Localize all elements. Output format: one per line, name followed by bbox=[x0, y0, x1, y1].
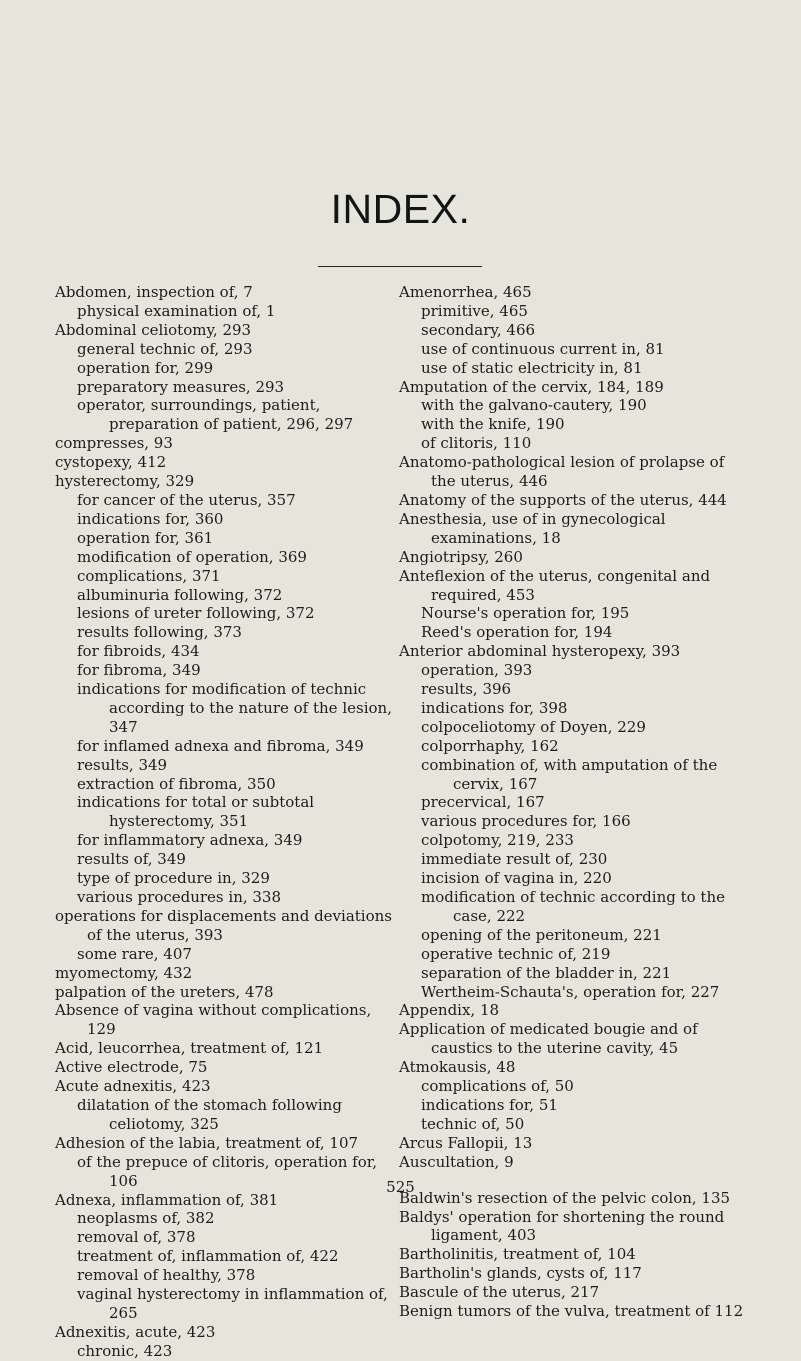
index-subentry: extraction of fibroma, 350 bbox=[77, 774, 276, 793]
index-entry: Auscultation, 9 bbox=[399, 1152, 514, 1171]
index-subentry: operative technic of, 219 bbox=[421, 944, 611, 963]
index-subentry: with the knife, 190 bbox=[421, 415, 565, 434]
index-subentry: modification of operation, 369 bbox=[77, 547, 307, 566]
index-subentry: of clitoris, 110 bbox=[421, 434, 532, 453]
index-entry: Amenorrhea, 465 bbox=[399, 283, 532, 301]
index-subentry: of the prepuce of clitoris, operation for, 106 bbox=[77, 1152, 378, 1190]
index-entry: Anatomy of the supports of the uterus, 444 bbox=[399, 490, 727, 509]
index-subentry: operation, 393 bbox=[421, 661, 533, 680]
index-entry: Bascule of the uterus, 217 bbox=[399, 1283, 600, 1302]
index-subentry: technic of, 50 bbox=[421, 1114, 525, 1133]
title-rule bbox=[318, 266, 482, 267]
index-subentry: for cancer of the uterus, 357 bbox=[77, 490, 296, 509]
index-subentry: preparatory measures, 293 bbox=[77, 377, 285, 396]
index-subentry: precervical, 167 bbox=[421, 793, 545, 812]
index-subentry: primitive, 465 bbox=[421, 301, 528, 320]
index-entry: Application of medicated bougie and of caustics to the uterine cavity, 45 bbox=[399, 1020, 698, 1058]
index-subentry: indications for modification of technic according to the nature of the lesion, 347 bbox=[77, 680, 392, 736]
index-subentry: removal of healthy, 378 bbox=[77, 1266, 256, 1285]
index-entry: Bartholinitis, treatment of, 104 bbox=[399, 1245, 636, 1264]
index-subentry: use of continuous current in, 81 bbox=[421, 339, 665, 358]
index-subentry: modification of technic according to the case, 222 bbox=[421, 888, 725, 925]
index-subentry: colporrhaphy, 162 bbox=[421, 736, 559, 755]
index-entry: Absence of vagina without complications, 129 bbox=[55, 1001, 372, 1039]
index-entry: Acid, leucorrhea, treatment of, 121 bbox=[55, 1039, 324, 1058]
index-subentry: neoplasms of, 382 bbox=[77, 1209, 215, 1228]
index-subentry: indications for, 51 bbox=[421, 1095, 558, 1114]
index-subentry: Wertheim-Schauta's, operation for, 227 bbox=[421, 982, 720, 1001]
index-entry: Active electrode, 75 bbox=[55, 1058, 208, 1077]
index-entry: Abdominal celiotomy, 293 bbox=[55, 320, 252, 339]
index-subentry: complications of, 50 bbox=[421, 1077, 574, 1096]
index-entry: Anteflexion of the uterus, congenital and required, 453 bbox=[399, 566, 711, 604]
index-entry: Anesthesia, use of in gynecological examinations, 18 bbox=[399, 509, 666, 547]
index-subentry: results, 349 bbox=[77, 755, 168, 774]
index-entry: Adhesion of the labia, treatment of, 107 bbox=[55, 1133, 359, 1152]
index-column-right bbox=[399, 283, 749, 1321]
index-subentry: opening of the peritoneum, 221 bbox=[421, 925, 662, 944]
index-entry: compresses, 93 bbox=[55, 434, 173, 453]
index-subentry: incision of vagina in, 220 bbox=[421, 869, 612, 888]
index-entry: hysterectomy, 329 bbox=[55, 472, 195, 491]
index-subentry: combination of, with amputation of the cervix, 167 bbox=[421, 755, 718, 793]
index-entry: palpation of the ureters, 478 bbox=[55, 982, 274, 1001]
index-subentry: results, 396 bbox=[421, 680, 512, 699]
index-subentry: type of procedure in, 329 bbox=[77, 869, 270, 888]
index-subentry: albuminuria following, 372 bbox=[77, 585, 283, 604]
index-subentry: chronic, 423 bbox=[77, 1341, 173, 1360]
index-subentry: colpoceliotomy of Doyen, 229 bbox=[421, 717, 646, 736]
page-number: 525 bbox=[386, 1178, 415, 1196]
index-entry: Amputation of the cervix, 184, 189 bbox=[399, 377, 664, 396]
index-column-left bbox=[55, 283, 401, 1361]
index-subentry: dilatation of the stomach following celiotomy, 325 bbox=[77, 1095, 342, 1133]
index-entry: Appendix, 18 bbox=[399, 1001, 500, 1020]
index-subentry: treatment of, inflammation of, 422 bbox=[77, 1247, 339, 1266]
index-subentry: various procedures in, 338 bbox=[77, 888, 282, 906]
index-subentry: complications, 371 bbox=[77, 566, 221, 585]
index-subentry: for inflammatory adnexa, 349 bbox=[77, 831, 303, 850]
index-subentry: with the galvano-cautery, 190 bbox=[421, 396, 647, 415]
index-entry: cystopexy, 412 bbox=[55, 453, 167, 472]
index-subentry: operation for, 361 bbox=[77, 528, 214, 547]
index-entry: Acute adnexitis, 423 bbox=[55, 1077, 211, 1096]
index-subentry: operation for, 299 bbox=[77, 358, 214, 377]
index-subentry: results following, 373 bbox=[77, 623, 242, 642]
index-subentry: separation of the bladder in, 221 bbox=[421, 963, 672, 982]
index-subentry: use of static electricity in, 81 bbox=[421, 358, 643, 377]
index-subentry: removal of, 378 bbox=[77, 1228, 196, 1247]
index-entry: Anterior abdominal hysteropexy, 393 bbox=[399, 642, 681, 661]
index-subentry: some rare, 407 bbox=[77, 944, 192, 963]
index-entry: Angiotripsy, 260 bbox=[399, 547, 523, 566]
index-subentry: indications for total or subtotal hysterectomy, 351 bbox=[77, 793, 315, 831]
index-entry: Adnexitis, acute, 423 bbox=[55, 1322, 216, 1341]
index-entry: Atmokausis, 48 bbox=[399, 1058, 516, 1077]
index-subentry: indications for, 398 bbox=[421, 698, 568, 717]
index-entry: Abdomen, inspection of, 7 bbox=[55, 283, 253, 301]
index-entry: myomectomy, 432 bbox=[55, 963, 193, 982]
index-entry: operations for displacements and deviations of the uterus, 393 bbox=[55, 906, 392, 944]
index-entry: Benign tumors of the vulva, treatment of 112 bbox=[399, 1302, 744, 1321]
index-subentry: general technic of, 293 bbox=[77, 339, 253, 358]
index-subentry: immediate result of, 230 bbox=[421, 850, 608, 869]
index-subentry: for fibroids, 434 bbox=[77, 642, 200, 661]
index-subentry: for fibroma, 349 bbox=[77, 661, 201, 680]
index-subentry: for inflamed adnexa and fibroma, 349 bbox=[77, 736, 364, 755]
index-subentry: vaginal hysterectomy in inflammation of, 265 bbox=[77, 1285, 388, 1322]
index-subentry: various procedures for, 166 bbox=[421, 812, 631, 831]
index-entry: Anatomo-pathological lesion of prolapse of the uterus, 446 bbox=[399, 453, 725, 491]
index-entry: Bartholin's glands, cysts of, 117 bbox=[399, 1264, 642, 1283]
index-subentry: results of, 349 bbox=[77, 850, 186, 869]
page-title: INDEX. bbox=[330, 186, 471, 232]
index-subentry: lesions of ureter following, 372 bbox=[77, 604, 315, 623]
index-subentry: indications for, 360 bbox=[77, 509, 224, 528]
index-entry: Baldys' operation for shortening the round ligament, 403 bbox=[399, 1207, 725, 1245]
index-subentry: operator, surroundings, patient, preparation of patient, 296, 297 bbox=[77, 396, 354, 434]
index-entry: Arcus Fallopii, 13 bbox=[399, 1133, 533, 1152]
index-subentry: physical examination of, 1 bbox=[77, 301, 276, 320]
index-subentry: colpotomy, 219, 233 bbox=[421, 831, 574, 850]
index-subentry: secondary, 466 bbox=[421, 320, 536, 339]
index-entry: Baldwin's resection of the pelvic colon, 135 bbox=[399, 1188, 731, 1207]
index-entry: Adnexa, inflammation of, 381 bbox=[55, 1190, 279, 1209]
index-subentry: Reed's operation for, 194 bbox=[421, 623, 613, 642]
index-subentry: Nourse's operation for, 195 bbox=[421, 604, 630, 623]
